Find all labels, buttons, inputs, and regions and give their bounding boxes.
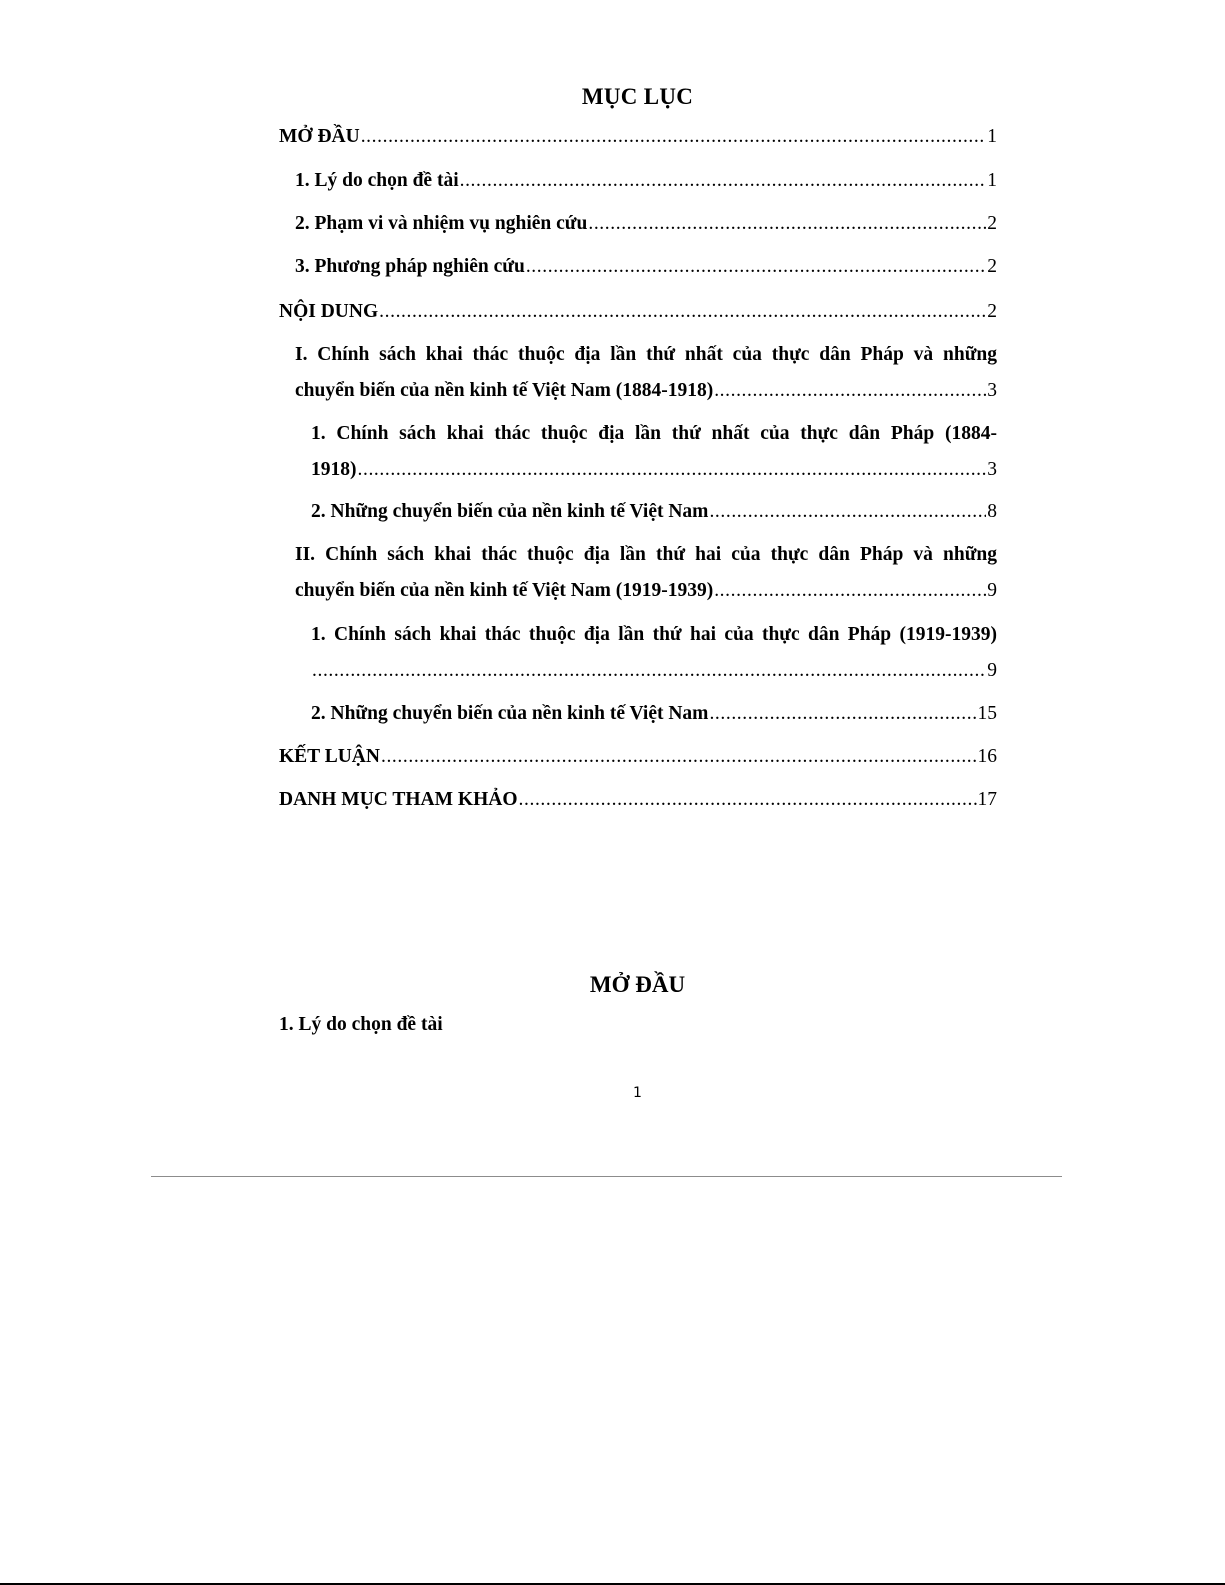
toc-entry-page: 17 [977,789,997,810]
toc-entry-label: 2. Phạm vi và nhiệm vụ nghiên cứu [295,213,588,234]
dot-leader [312,653,986,689]
toc-entry-label: 2. Những chuyển biến của nền kinh tế Việt Nam [311,703,709,724]
toc-entry-label: NỘI DUNG [279,301,379,322]
toc-entry-label-line2: chuyển biến của nền kinh tế Việt Nam (1919-1939) [295,580,714,601]
toc-entry-ket-luan[interactable] [279,739,997,775]
section-heading: 1. Lý do chọn đề tài [279,1014,443,1035]
toc-entry-label: 3. Phương pháp nghiên cứu [295,256,525,277]
toc-entry-page: 2 [987,256,997,277]
toc-title: MỤC LỤC [581,84,694,109]
toc-entry-pham-vi[interactable] [295,206,997,242]
toc-entry-label-line1: I. Chính sách khai thác thuộc địa lần thứ nhất của thực dân Pháp và những [295,344,997,365]
toc-entry-label: 2. Những chuyển biến của nền kinh tế Việt Nam [311,501,709,522]
toc-entry-page: 8 [987,501,997,522]
dot-leader [519,782,977,818]
toc-entry-page: 1 [987,126,997,147]
toc-entry-label-line1: II. Chính sách khai thác thuộc địa lần thứ hai của thực dân Pháp và những [295,544,997,565]
toc-entry-mo-dau[interactable] [279,119,997,155]
toc-entry-label: DANH MỤC THAM KHẢO [279,789,518,810]
page-number: 1 [633,1085,642,1101]
toc-entry-page: 9 [987,580,997,601]
toc-entry-noi-dung[interactable] [279,294,997,330]
toc-entry-part-2-policy[interactable] [311,617,997,689]
page-separator [151,1176,1062,1177]
toc-entry-page: 1 [987,170,997,191]
dot-leader [358,452,987,488]
toc-entry-part-2-changes[interactable] [311,696,997,732]
dot-leader [714,573,986,609]
toc-entry-label-line2: 1918) [311,459,357,480]
toc-entry-part-1-changes[interactable] [311,494,997,530]
toc-entry-page: 9 [987,660,997,681]
toc-entry-page: 2 [987,213,997,234]
dot-leader [361,119,987,155]
toc-entry-part-1-policy[interactable] [311,416,997,488]
dot-leader [709,494,986,530]
toc-entry-label: 1. Lý do chọn đề tài [295,170,459,191]
toc-entry-page: 3 [987,380,997,401]
toc-entry-part-2[interactable] [295,537,997,609]
dot-leader [381,739,977,775]
toc-entry-label-line2: chuyển biến của nền kinh tế Việt Nam (1884-1918) [295,380,714,401]
toc-entry-ly-do[interactable] [295,163,997,199]
toc-entry-part-1[interactable] [295,337,997,409]
toc-entry-references[interactable] [279,782,997,818]
toc-entry-page: 3 [987,459,997,480]
toc-entry-label: KẾT LUẬN [279,746,380,767]
dot-leader [460,163,987,199]
dot-leader [588,206,986,242]
toc-entry-phuong-phap[interactable] [295,249,997,285]
toc-entry-label: MỞ ĐẦU [279,126,360,147]
dot-leader [526,249,986,285]
toc-entry-label-line1: 1. Chính sách khai thác thuộc địa lần thứ nhất của thực dân Pháp (1884- [311,423,997,444]
section-title: MỞ ĐẦU [589,972,686,997]
dot-leader [379,294,986,330]
toc-entry-label-line1: 1. Chính sách khai thác thuộc địa lần thứ hai của thực dân Pháp (1919-1939) [311,624,997,645]
toc-entry-page: 16 [977,746,997,767]
toc-entry-page: 15 [977,703,997,724]
dot-leader [709,696,976,732]
dot-leader [714,373,986,409]
toc-entry-page: 2 [987,301,997,322]
